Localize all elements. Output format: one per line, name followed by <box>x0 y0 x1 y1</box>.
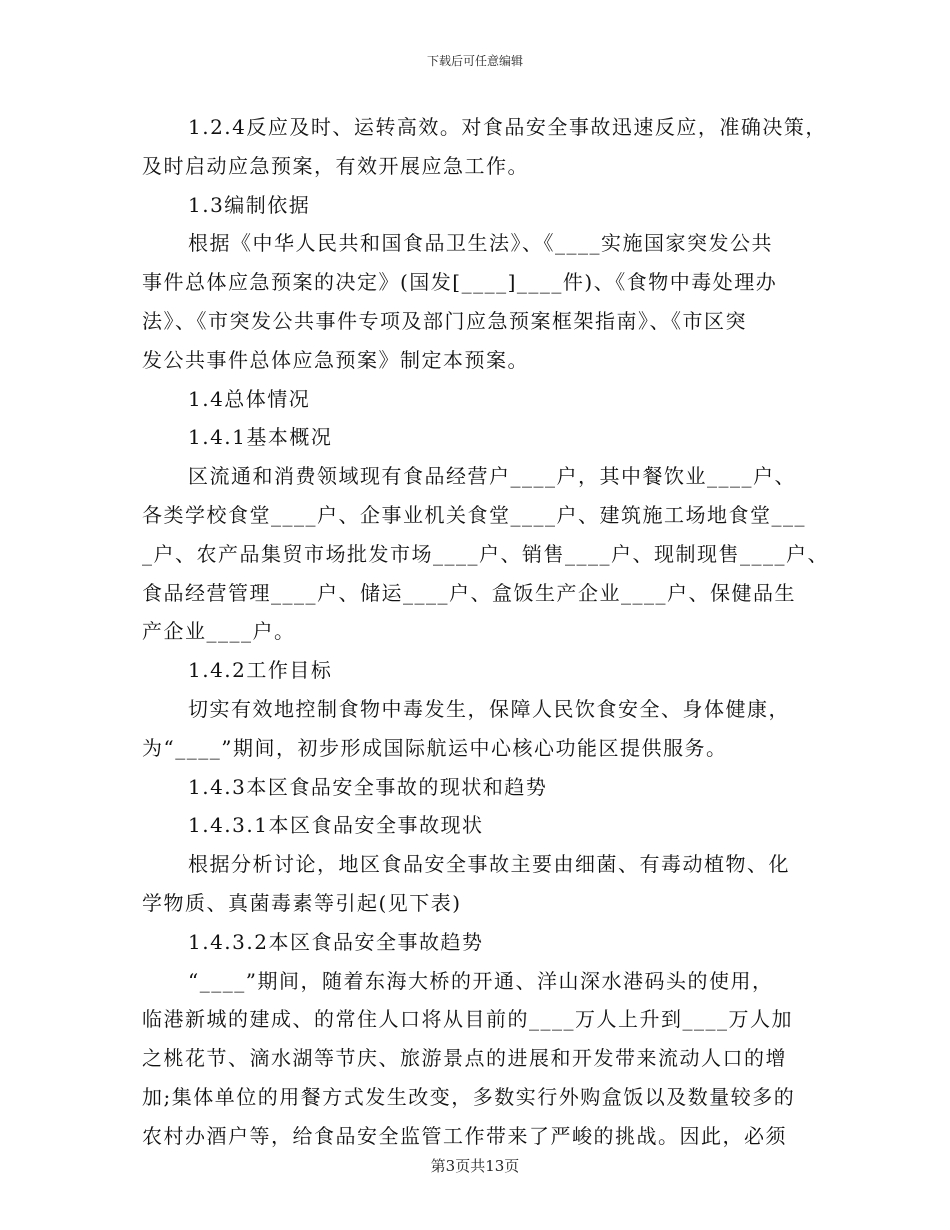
text-line: 之桃花节、滴水湖等节庆、旅游景点的进展和开发带来流动人口的增 <box>142 1046 787 1071</box>
text-line: 农村办酒户等，给食品安全监管工作带来了严峻的挑战。因此，必须 <box>142 1123 787 1148</box>
section-heading: 1.4.3.1本区食品安全事故现状 <box>188 813 484 838</box>
text-line: 事件总体应急预案的决定》(国发[____]____件)、《食物中毒处理办 <box>142 270 778 295</box>
section-heading: 1.4.3本区食品安全事故的现状和趋势 <box>188 774 548 799</box>
text-line: 根据分析讨论，地区食品安全事故主要由细菌、有毒动植物、化 <box>188 852 790 877</box>
text-line: 为“____”期间，初步形成国际航运中心核心功能区提供服务。 <box>142 735 728 760</box>
section-heading: 1.4.1基本概况 <box>188 425 333 450</box>
text-line: 区流通和消费领域现有食品经营户____户，其中餐饮业____户、 <box>188 464 796 489</box>
text-line: 产企业____户。 <box>142 619 296 644</box>
page-header: 下载后可任意编辑 <box>426 54 523 68</box>
text-line: 及时启动应急预案，有效开展应急工作。 <box>142 153 529 178</box>
text-line: “____”期间，随着东海大桥的开通、洋山深水港码头的使用， <box>188 968 774 993</box>
text-line: _户、农产品集贸市场批发市场____户、销售____户、现制现售____户、 <box>142 541 829 566</box>
text-line: 发公共事件总体应急预案》制定本预案。 <box>142 347 529 372</box>
section-heading: 1.4.3.2本区食品安全事故趋势 <box>188 929 484 954</box>
text-line: 加;集体单位的用餐方式发生改变，多数实行外购盒饭以及数量较多的 <box>142 1085 796 1109</box>
text-line: 根据《中华人民共和国食品卫生法》、《____实施国家突发公共 <box>188 231 773 256</box>
page-number: 第3页共13页 <box>430 1157 520 1175</box>
text-line: 学物质、真菌毒素等引起(见下表) <box>142 891 462 915</box>
text-line: 临港新城的建成、的常住人口将从目前的____万人上升到____万人加 <box>142 1007 793 1032</box>
text-line: 1.2.4反应及时、运转高效。对食品安全事故迅速反应，准确决策， <box>188 115 827 139</box>
text-line: 各类学校食堂____户、企事业机关食堂____户、建筑施工场地食堂___ <box>142 503 806 527</box>
section-heading: 1.4总体情况 <box>188 386 311 411</box>
text-line: 法》、《市突发公共事件专项及部门应急预案框架指南》、《市区突 <box>142 309 747 333</box>
section-heading: 1.3编制依据 <box>188 192 311 217</box>
text-line: 食品经营管理____户、储运____户、盒饭生产企业____户、保健品生 <box>142 580 796 605</box>
section-heading: 1.4.2工作目标 <box>188 658 333 683</box>
text-line: 切实有效地控制食物中毒发生，保障人民饮食安全、身体健康， <box>188 697 790 721</box>
